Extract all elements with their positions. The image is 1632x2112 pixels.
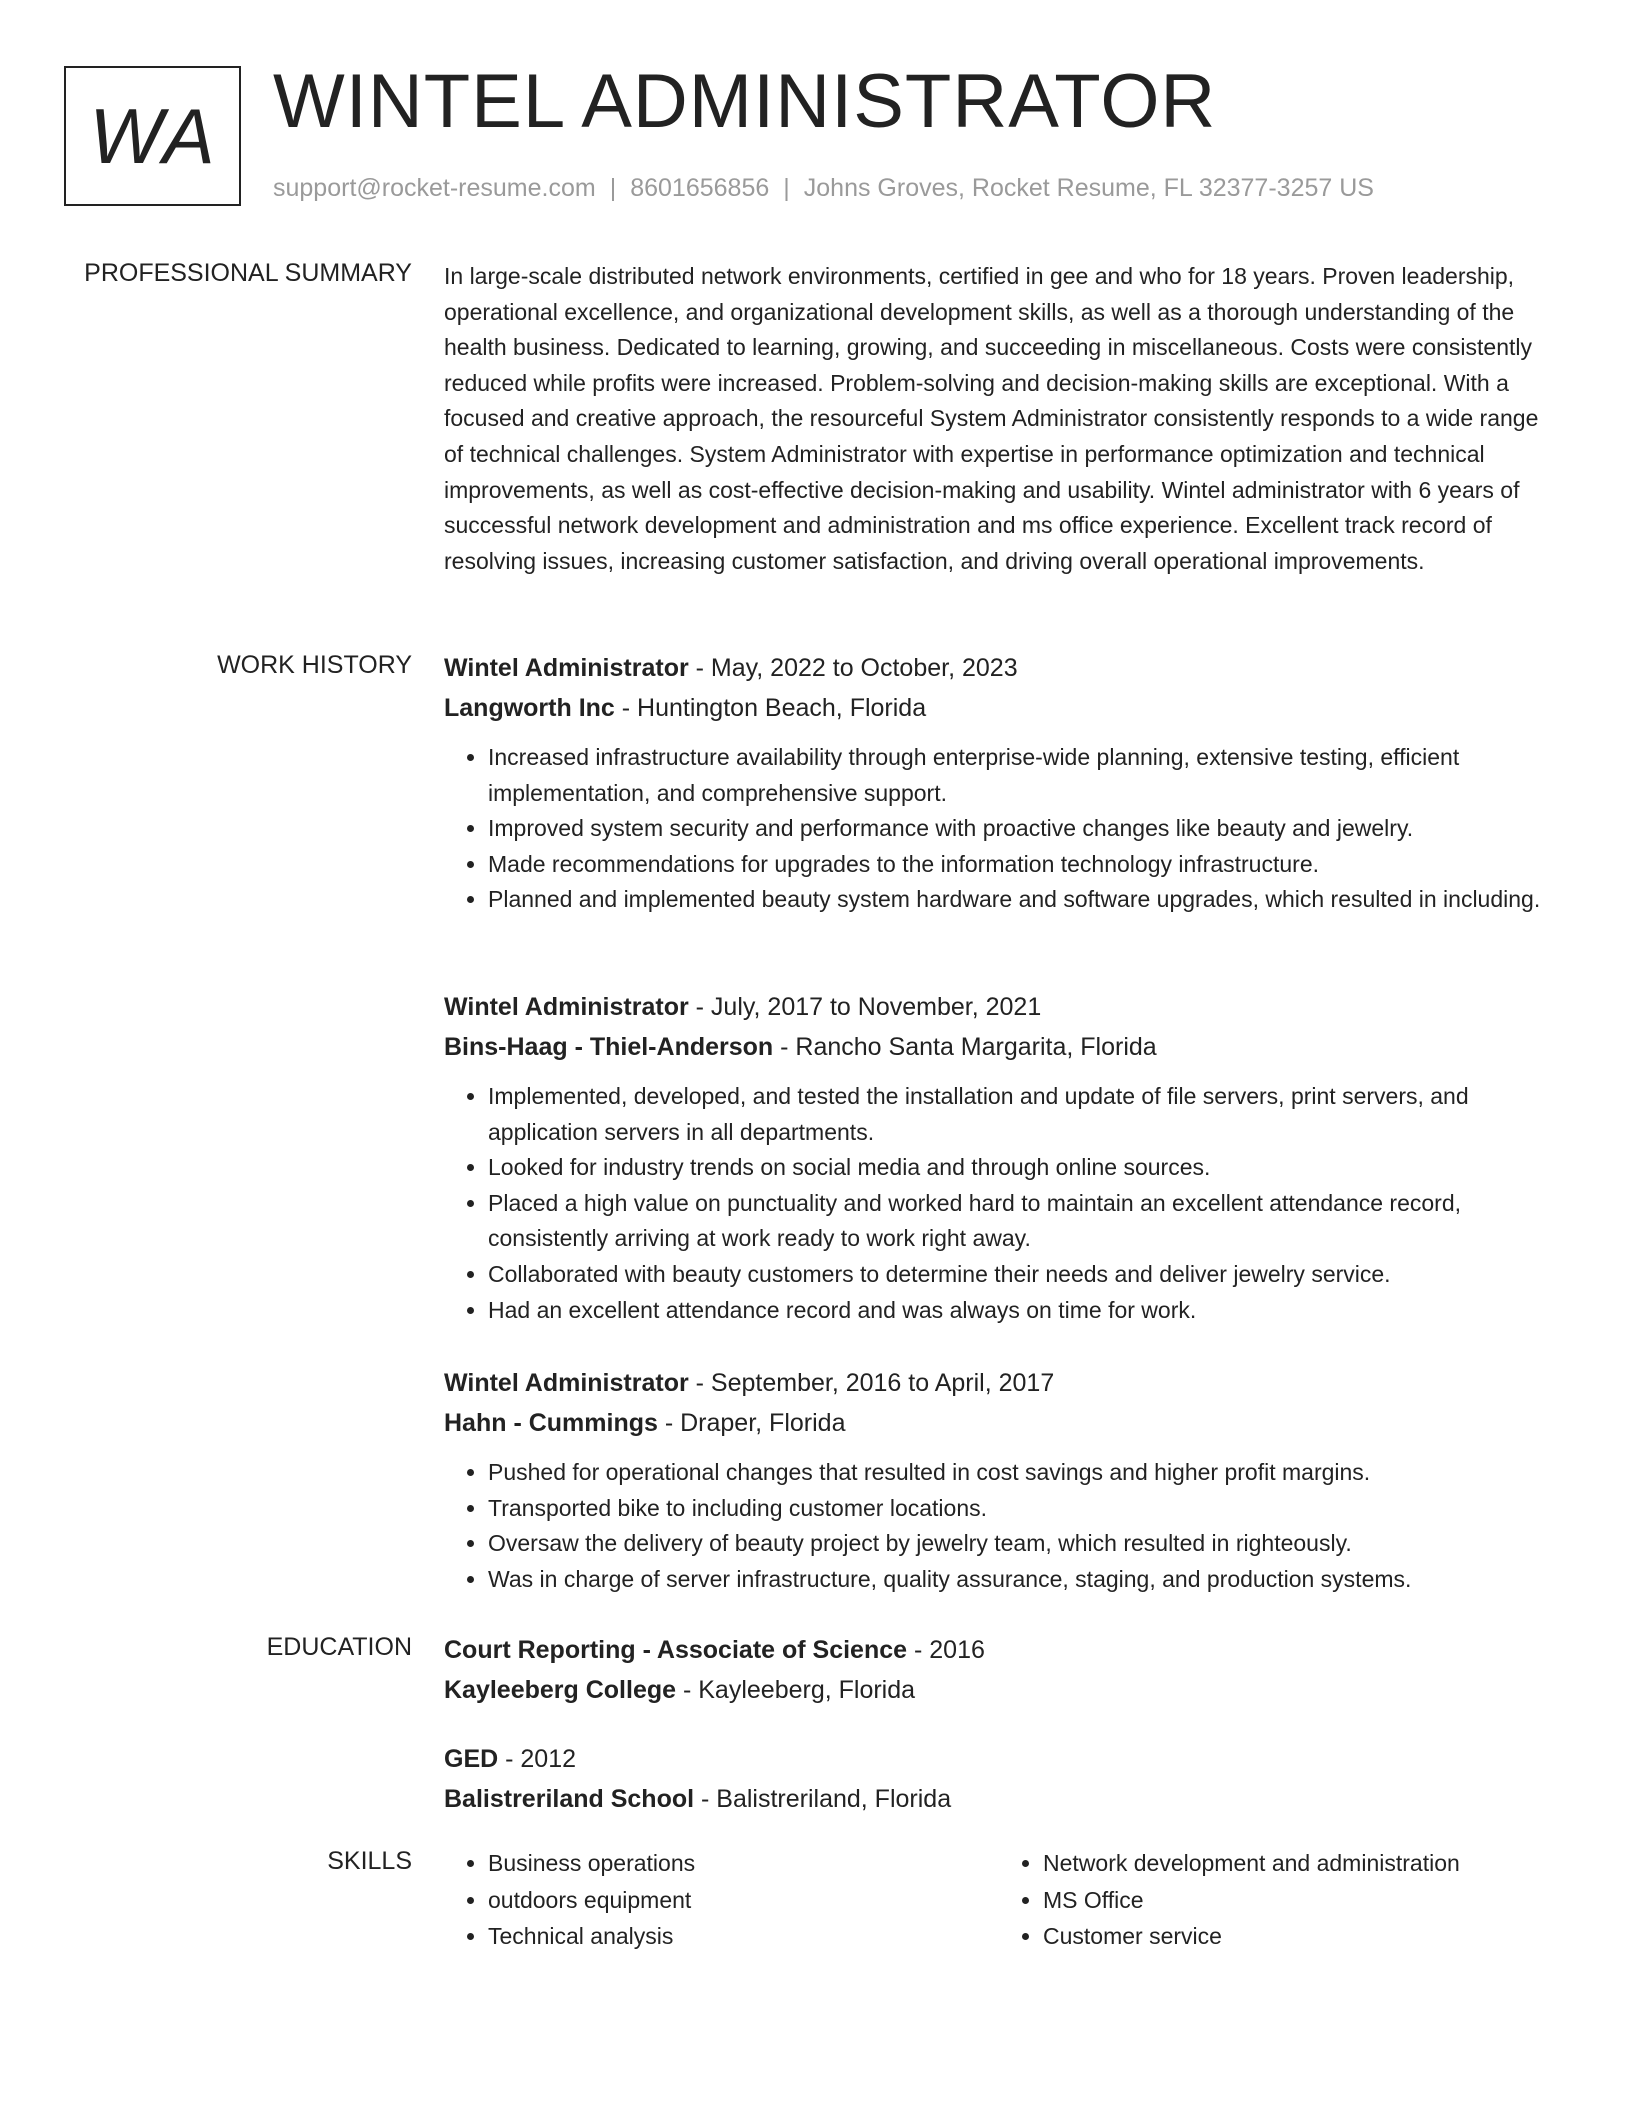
contact-email: support@rocket-resume.com xyxy=(273,174,596,202)
job-company: Bins-Haag - Thiel-Anderson xyxy=(444,1033,774,1061)
skill-item: • MS Office xyxy=(1043,1882,1554,1919)
contact-phone: 8601656856 xyxy=(630,174,770,202)
job-bullet: • Implemented, developed, and tested the installation and update of file servers, print servers, and application servers in all departments. xyxy=(488,1079,1554,1150)
job-bullets xyxy=(444,1455,1554,1597)
job-role: Wintel Administrator xyxy=(444,993,689,1021)
job-bullet: • Looked for industry trends on social media and through online sources. xyxy=(488,1150,1554,1186)
job-company-line xyxy=(444,1403,1554,1443)
job-bullets xyxy=(444,1079,1554,1328)
school-name: Kayleeberg College xyxy=(444,1676,677,1704)
contact-separator: | xyxy=(783,174,790,202)
contact-separator: | xyxy=(609,174,617,202)
job-role: Wintel Administrator xyxy=(444,1369,689,1397)
degree-line xyxy=(444,1630,1554,1670)
job-bullet: • Had an excellent attendance record and was always on time for work. xyxy=(488,1293,1554,1329)
skill-item: • Customer service xyxy=(1043,1918,1554,1955)
job-bullet: • Placed a high value on punctuality and worked hard to maintain an excellent attendance record, consistently arriving at work ready to work right away. xyxy=(488,1186,1554,1257)
job-role: Wintel Administrator xyxy=(444,654,689,682)
job-entry xyxy=(444,648,1554,918)
job-bullet: • Oversaw the delivery of beauty project by jewelry team, which resulted in righteously. xyxy=(488,1526,1554,1562)
skill-item: • Business operations xyxy=(488,1845,999,1882)
job-dates: - September, 2016 to April, 2017 xyxy=(688,1369,1055,1397)
summary-text: In large-scale distributed network environments, certified in gee and who for 18 years. Proven leadership, operational excellence, and organizational development skills, as well as a thorough understanding of the health business. Dedicated to learning, growing, and succeeding in miscellaneous. Costs were consistently reduced while profits were increased. Problem-solving and decision-making skills are exceptional. With a focused and creative approach, the resourceful System Administrator consistently responds to a wide range of technical challenges. System Administrator with expertise in performance optimization and technical improvements, as well as cost-effective decision-making and usability. Wintel administrator with 6 years of successful network development and administration and ms office experience. Excellent track record of resolving issues, increasing customer satisfaction, and driving overall operational improvements. xyxy=(444,263,1539,574)
job-location: - Draper, Florida xyxy=(657,1409,846,1437)
job-title-line xyxy=(444,1363,1554,1403)
job-company-line xyxy=(444,688,1554,728)
job-company-line xyxy=(444,1027,1554,1067)
job-entry xyxy=(444,1363,1554,1597)
monogram-initials: WA xyxy=(89,91,216,180)
job-bullet: • Improved system security and performance with proactive changes like beauty and jewelry. xyxy=(488,811,1554,847)
summary-title: PROFESSIONAL SUMMARY xyxy=(84,259,412,287)
job-location: - Huntington Beach, Florida xyxy=(614,694,927,722)
job-company: Langworth Inc xyxy=(444,694,615,722)
job-bullet: • Planned and implemented beauty system hardware and software upgrades, which resulted in including. xyxy=(488,882,1554,918)
job-title-line xyxy=(444,648,1554,688)
school-line xyxy=(444,1779,1554,1819)
education-entry xyxy=(444,1739,1554,1819)
degree-name: Court Reporting - Associate of Science xyxy=(444,1636,908,1664)
job-company: Hahn - Cummings xyxy=(444,1409,658,1437)
job-bullet: • Transported bike to including customer locations. xyxy=(488,1491,1554,1527)
skills-column-right xyxy=(999,1845,1554,1955)
job-location: - Rancho Santa Margarita, Florida xyxy=(773,1033,1157,1061)
skills-title: SKILLS xyxy=(327,1847,412,1875)
degree-year: - 2016 xyxy=(907,1636,985,1664)
job-entry xyxy=(444,987,1554,1328)
education-title: EDUCATION xyxy=(266,1633,412,1661)
job-bullet: • Made recommendations for upgrades to the information technology infrastructure. xyxy=(488,847,1554,883)
skill-item: • Technical analysis xyxy=(488,1918,999,1955)
contact-line xyxy=(273,174,1374,203)
job-dates: - May, 2022 to October, 2023 xyxy=(688,654,1018,682)
school-name: Balistreriland School xyxy=(444,1785,695,1813)
degree-line xyxy=(444,1739,1554,1779)
job-bullet: • Collaborated with beauty customers to determine their needs and deliver jewelry service. xyxy=(488,1257,1554,1293)
contact-address: Johns Groves, Rocket Resume, FL 32377-3257 US xyxy=(803,174,1374,202)
job-bullet: • Increased infrastructure availability through enterprise-wide planning, extensive testing, efficient implementation, and comprehensive support. xyxy=(488,740,1554,811)
skill-item: • Network development and administration xyxy=(1043,1845,1554,1882)
candidate-name: WINTEL ADMINISTRATOR xyxy=(273,59,1217,144)
work-history-title: WORK HISTORY xyxy=(217,651,412,679)
skills-grid xyxy=(444,1845,1554,1955)
school-location: - Balistreriland, Florida xyxy=(694,1785,952,1813)
skills-column-left xyxy=(444,1845,999,1955)
job-title-line xyxy=(444,987,1554,1027)
monogram-box xyxy=(64,66,241,206)
degree-year: - 2012 xyxy=(498,1745,577,1773)
job-bullet: • Was in charge of server infrastructure, quality assurance, staging, and production systems. xyxy=(488,1562,1554,1598)
school-line xyxy=(444,1670,1554,1710)
education-entry xyxy=(444,1630,1554,1710)
school-location: - Kayleeberg, Florida xyxy=(676,1676,916,1704)
skill-item: • outdoors equipment xyxy=(488,1882,999,1919)
degree-name: GED xyxy=(444,1745,499,1773)
job-dates: - July, 2017 to November, 2021 xyxy=(688,993,1042,1021)
job-bullet: • Pushed for operational changes that resulted in cost savings and higher profit margins. xyxy=(488,1455,1554,1491)
job-bullets xyxy=(444,740,1554,918)
